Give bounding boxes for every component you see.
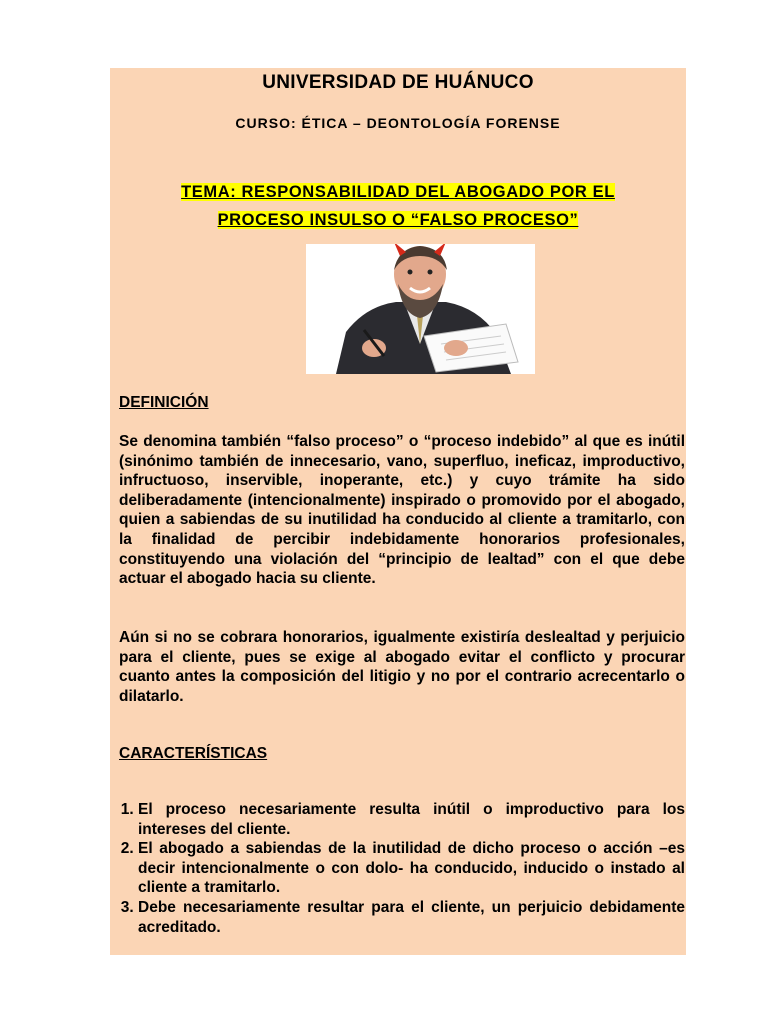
- lawyer-with-devil-horns-icon: [306, 244, 535, 374]
- lawyer-photo: [306, 244, 535, 374]
- definition-paragraph-2: Aún si no se cobrara honorarios, igualmente existiría deslealtad y perjuicio para el cliente, pues se exige al abogado evitar el conflicto y procurar cuanto antes la composición del litigio y no por el contrario acrecentarlo o dilatarlo.: [119, 629, 685, 705]
- definition-paragraph-1: Se denomina también “falso proceso” o “proceso indebido” al que es inútil (sinónimo también de innecesario, vano, superfluo, ineficaz, improductivo, infructuoso, inservible, inoperante, etc.) y cuyo trámite ha sido deliberadamente (intencionalmente) inspirado o promovido por el abogado, quien a sabiendas de su inutilidad ha conducido al cliente a tramitarlo, con la finalidad de percibir indebidamente honorarios profesionales, constituyendo una violación del “principio de lealtad” con el que debe actuar el abogado hacia su cliente.: [119, 433, 685, 588]
- characteristics-list: [110, 800, 685, 937]
- list-item: 1. El proceso necesariamente resulta inútil o improductivo para los intereses del cliente.: [138, 800, 685, 839]
- definition-heading: DEFINICIÓN: [119, 394, 209, 411]
- characteristics-heading: CARACTERÍSTICAS: [119, 745, 268, 762]
- theme-line-1: TEMA: RESPONSABILIDAD DEL ABOGADO POR EL: [181, 183, 615, 201]
- theme-title: [110, 178, 686, 234]
- list-item: 3. Debe necesariamente resultar para el cliente, un perjuicio debidamente acreditado.: [138, 898, 685, 937]
- document-page: [110, 68, 686, 955]
- list-item: 2. El abogado a sabiendas de la inutilidad de dicho proceso o acción –es decir intencionalmente o con dolo- ha conducido, inducido o instado al cliente a tramitarlo.: [138, 839, 685, 898]
- course-title: CURSO: ÉTICA – DEONTOLOGÍA FORENSE: [235, 115, 561, 131]
- theme-line-2: PROCESO INSULSO O “FALSO PROCESO”: [217, 211, 579, 229]
- university-title: UNIVERSIDAD DE HUÁNUCO: [262, 72, 534, 93]
